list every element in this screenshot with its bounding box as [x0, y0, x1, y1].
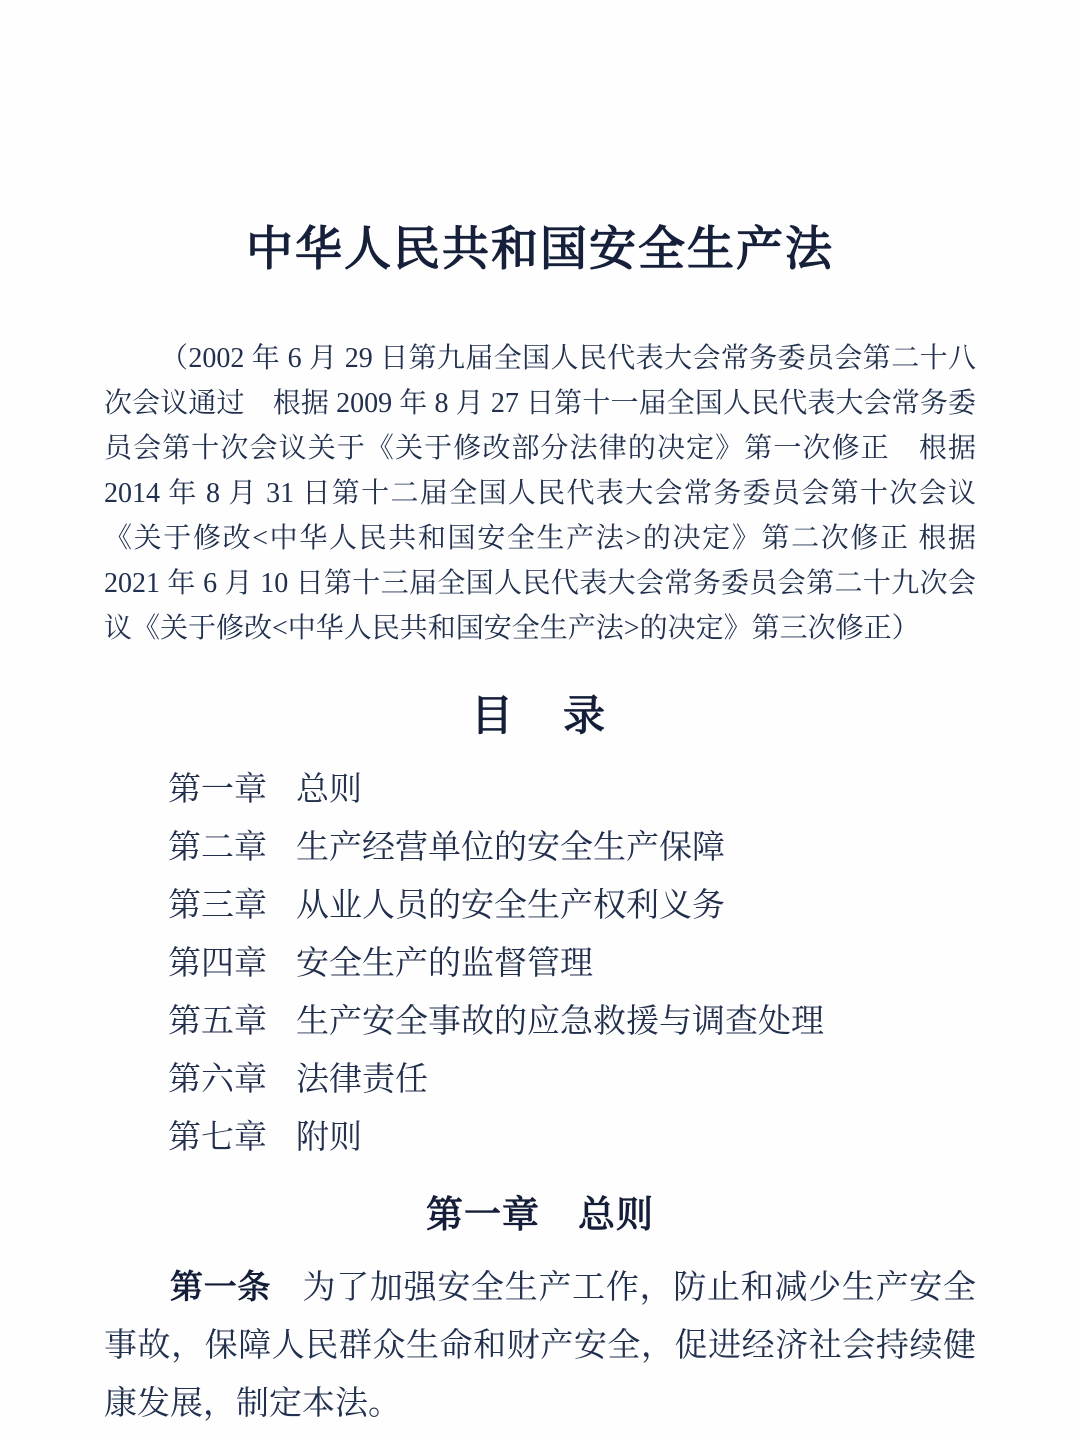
toc-chapter-title: 生产经营单位的安全生产保障	[296, 830, 725, 867]
toc-chapter-title: 安全生产的监督管理	[296, 946, 593, 983]
toc-chapter-title: 生产安全事故的应急救援与调查处理	[296, 1004, 824, 1041]
toc-chapter-number: 第七章	[168, 1120, 267, 1157]
preamble-paragraph: （2002 年 6 月 29 日第九届全国人民代表大会常务委员会第二十八次会议通过 根据 2009 年 8 月 27 日第十一届全国人民代表大会常务委员会第十次会议关于《关于修改部分法律的决定》第一次修正 根据 2014 年 8 月 31 日第十二届全国人民代表大会常务委员会第十次会议《关于修改<中华人民共和国安全生产法>的决定》第二次修正 根据 2021 年 6 月 10 日第十三届全国人民代表大会常务委员会第二十九次会议《关于修改<中华人民共和国安全生产法>的决定》第三次修正）	[104, 343, 976, 645]
toc-chapter-title: 从业人员的安全生产权利义务	[296, 888, 725, 925]
toc-chapter-title: 附则	[296, 1120, 362, 1157]
chapter-one-heading: 第一章 总则	[426, 1194, 654, 1236]
toc-item-chapter-3	[168, 877, 976, 935]
article-one-label: 第一条	[170, 1267, 272, 1305]
toc-item-chapter-6	[168, 1051, 976, 1109]
toc-chapter-number: 第一章	[168, 772, 267, 809]
toc-item-chapter-2	[168, 819, 976, 877]
article-one-paragraph	[104, 1258, 976, 1433]
article-one-text: 为了加强安全生产工作，防止和减少生产安全事故，保障人民群众生命和财产安全，促进经济社会持续健康发展，制定本法。	[104, 1269, 977, 1422]
toc-chapter-title: 法律责任	[296, 1062, 428, 1099]
toc-item-chapter-4	[168, 935, 976, 993]
toc-heading: 目 录	[470, 692, 609, 740]
toc-chapter-number: 第四章	[168, 946, 267, 983]
toc-item-chapter-5	[168, 993, 976, 1051]
toc-chapter-number: 第三章	[168, 888, 267, 925]
document-title: 中华人民共和国安全生产法	[246, 222, 834, 275]
toc-list	[104, 761, 976, 1167]
toc-chapter-title: 总则	[296, 772, 362, 809]
toc-chapter-number: 第五章	[168, 1004, 267, 1041]
toc-chapter-number: 第二章	[168, 830, 267, 867]
toc-chapter-number: 第六章	[168, 1062, 267, 1099]
toc-item-chapter-7	[168, 1109, 976, 1167]
toc-item-chapter-1	[168, 761, 976, 819]
